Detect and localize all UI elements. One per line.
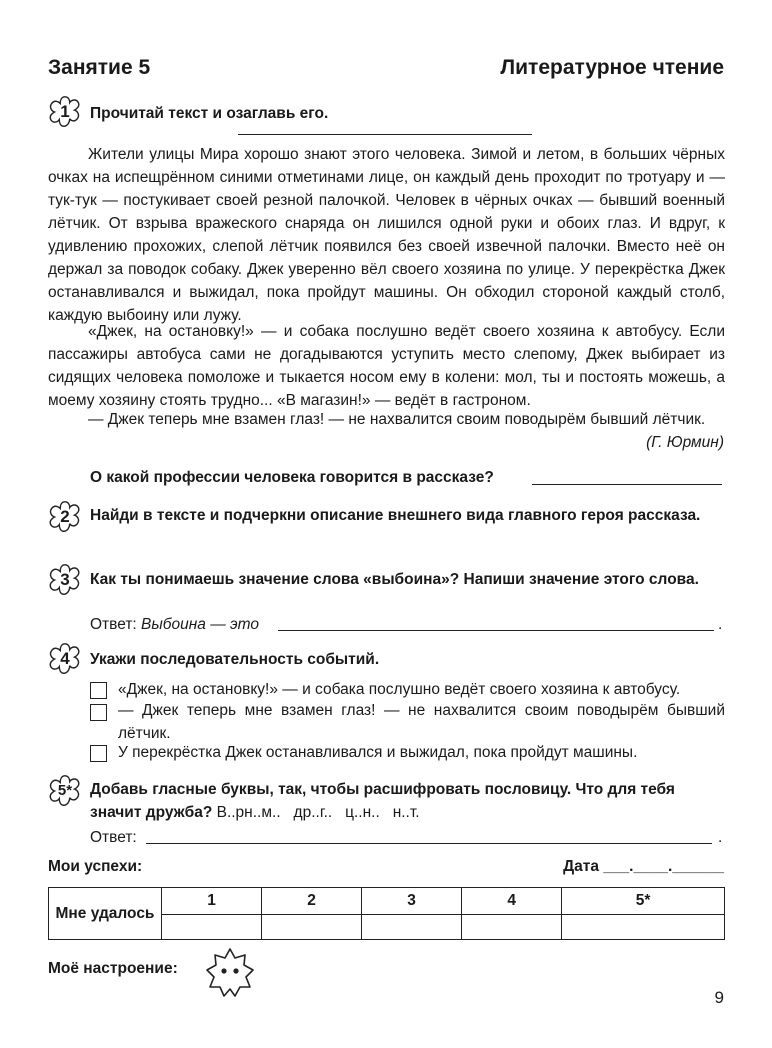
task5-title-text: Добавь гласные буквы, так, чтобы расшифровать пословицу. Что для тебя значит дружба? (90, 781, 675, 821)
lesson-title: Занятие 5 (48, 56, 151, 79)
line-end-dot: . (718, 829, 723, 846)
results-cell[interactable] (162, 915, 262, 940)
task-number: 1 (60, 102, 70, 121)
results-column-header: 1 (162, 888, 262, 915)
task1-title: Прочитай текст и озаглавь его. (90, 105, 329, 122)
flower-number-icon (46, 772, 84, 810)
answer-label: Ответ: (90, 616, 137, 633)
title-answer-line[interactable] (238, 134, 532, 135)
results-column-header: 2 (262, 888, 362, 915)
task3-answer-row (90, 613, 259, 636)
story-paragraph-1: Жители улицы Мира хорошо знают этого человека. Зимой и летом, в больших чёрных очках на испещрённом синими отметинами лице, он каждый день проходит по тротуару и — тук-тук — постукивает своей резной палочкой. Человек в чёрных очках — бывший военный лётчик. От взрыва вражеского снаряда он лишился одной руки и обоих глаз. И вдруг, к удивлению прохожих, слепой лётчик появился без своей извечной палочки. Вместо неё он держал за поводок собаку. Джек уверенно вёл своего хозяина по улице. У перекрёстка Джек останавливался и выжидал, пока пройдут машины. Он обходил стороной каждый столб, каждую выбоину или лужу. (48, 146, 725, 324)
task-number: 2 (60, 507, 70, 526)
results-cell[interactable] (262, 915, 362, 940)
story-paragraph-2: «Джек, на остановку!» — и собака послушно ведёт своего хозяина к автобусу. Если пассажиры автобуса сами не догадываются уступить место слепому, Джек выбирает из сидящих человека помоложе и тыкается носом ему в колени: мол, ты и постоять можешь, а моему хозяину стоять трудно... «В магазин!» — ведёт в гастроном. (48, 323, 725, 409)
results-column-header: 4 (462, 888, 562, 915)
results-row-label: Мне удалось (49, 888, 162, 940)
line-end-dot: . (718, 616, 723, 633)
star-face-icon[interactable] (204, 946, 256, 998)
story-paragraph-3: — Джек теперь мне взамен глаз! — не нахвалится своим поводырём бывший лётчик. (88, 411, 706, 428)
results-cell[interactable] (562, 915, 725, 940)
meaning-answer-line[interactable] (278, 630, 714, 631)
task-number: 3 (60, 570, 70, 589)
proverb-cipher: В..рн..м.. др..г.. ц..н.. н..т. (216, 804, 420, 821)
date-field[interactable]: Дата ___.____.______ (563, 858, 724, 875)
task5-title (90, 778, 725, 824)
story-author: (Г. Юрмин) (646, 434, 724, 451)
event-item: — Джек теперь мне взамен глаз! — не нахвалится своим поводырём бывший лётчик. (118, 702, 725, 742)
event-item: «Джек, на остановку!» — и собака послушно ведёт своего хозяина к автобусу. (118, 681, 681, 698)
proverb-answer-line[interactable] (146, 843, 712, 844)
results-column-header: 5* (562, 888, 725, 915)
flower-number-icon (46, 640, 84, 678)
event-order-checkbox[interactable] (90, 745, 107, 762)
profession-answer-line[interactable] (532, 484, 722, 485)
results-column-header: 3 (362, 888, 462, 915)
page-number: 9 (714, 988, 724, 1007)
mood-label: Моё настроение: (48, 960, 178, 977)
task-number: 5* (57, 782, 73, 799)
event-order-checkbox[interactable] (90, 704, 107, 721)
answer-prefix: Выбоина — это (141, 616, 259, 633)
event-item: У перекрёстка Джек останавливался и выжидал, пока пройдут машины. (118, 744, 638, 761)
task-number: 4 (60, 649, 70, 668)
task1-question: О какой профессии человека говорится в рассказе? (90, 469, 494, 486)
flower-number-icon (46, 498, 84, 536)
event-order-checkbox[interactable] (90, 682, 107, 699)
task4-title: Укажи последовательность событий. (90, 651, 380, 668)
flower-number-icon (46, 561, 84, 599)
results-cell[interactable] (362, 915, 462, 940)
results-cell[interactable] (462, 915, 562, 940)
flower-number-icon (46, 93, 84, 131)
success-label: Мои успехи: (48, 858, 143, 875)
results-table (48, 887, 725, 940)
task5-answer-label: Ответ: (90, 829, 137, 846)
task3-title: Как ты понимаешь значение слова «выбоина»? Напиши значение этого слова. (90, 571, 699, 588)
subject-title: Литературное чтение (500, 56, 724, 79)
task2-title: Найди в тексте и подчеркни описание внешнего вида главного героя рассказа. (90, 507, 701, 524)
